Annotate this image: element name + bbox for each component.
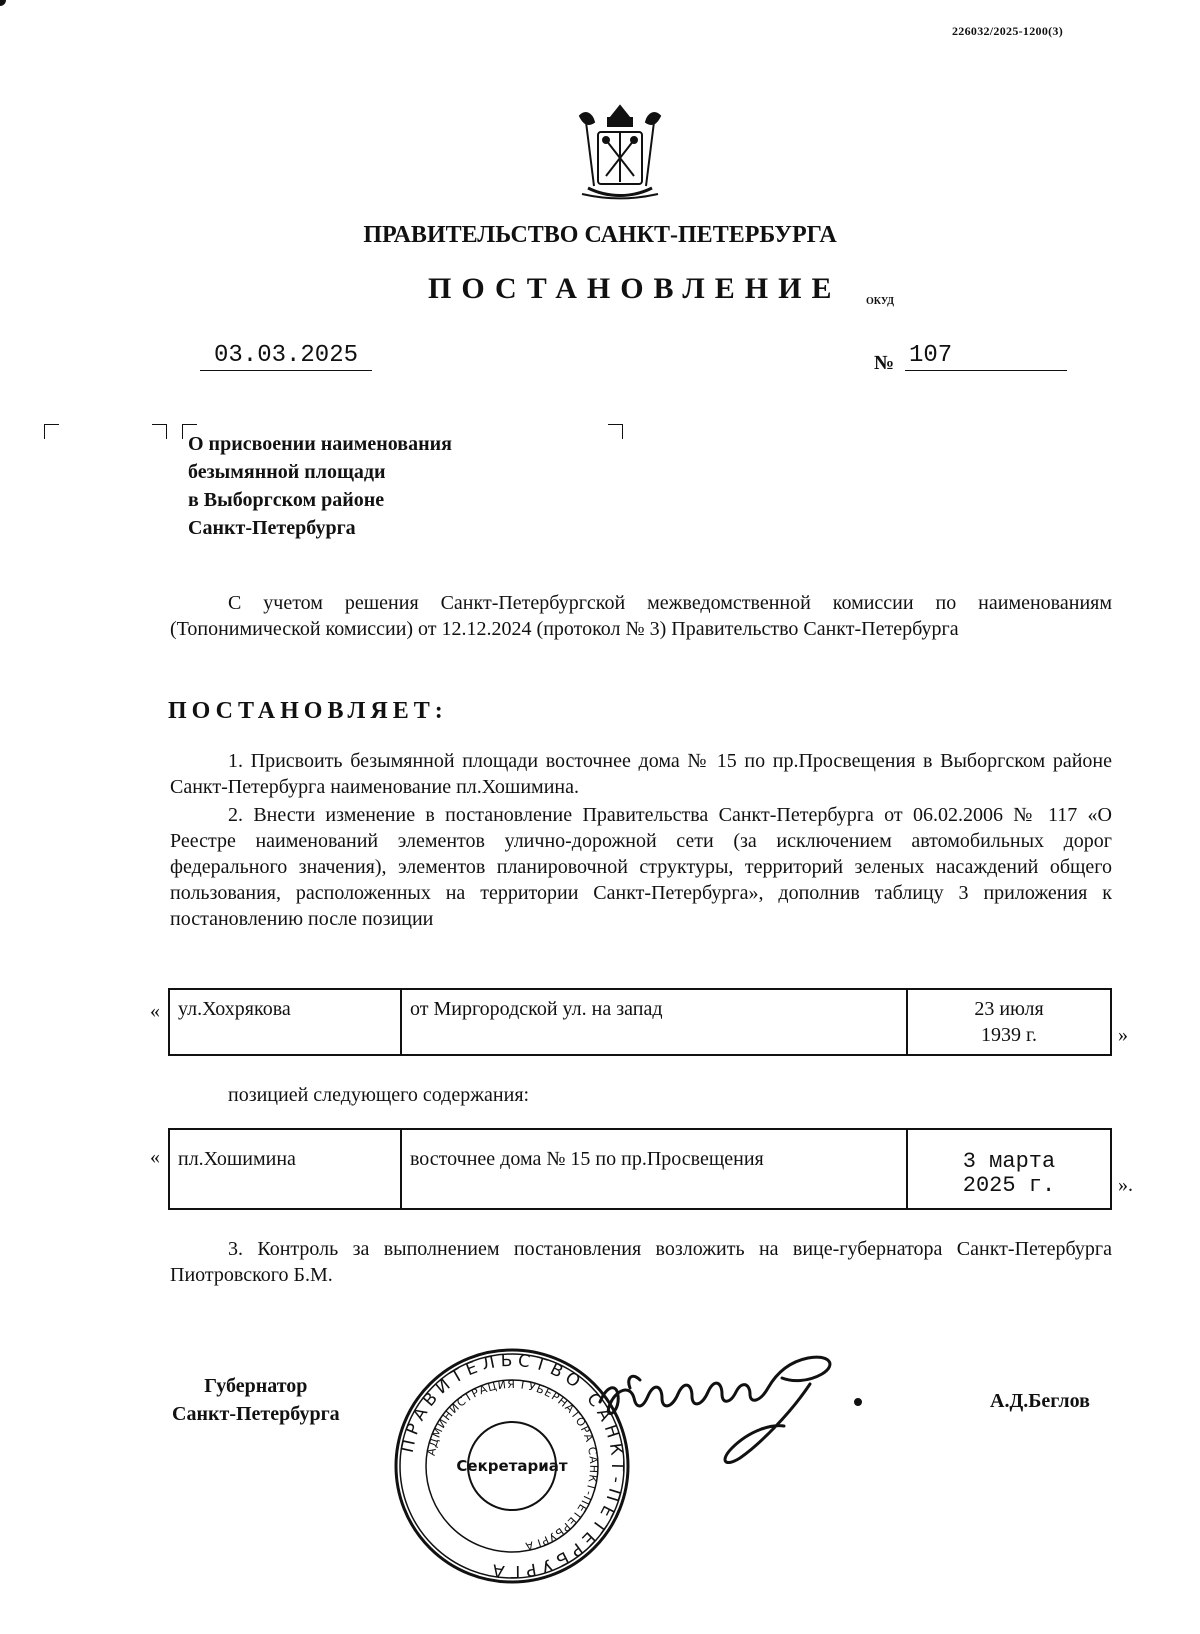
item-3: 3. Контроль за выполнением постановления возложить на вице-губернатора Санкт-Петербурга Пиотровского Б.М. <box>170 1238 1112 1286</box>
okud-label: ОКУД <box>866 296 895 307</box>
close-quote: » <box>1118 1024 1128 1046</box>
following-label: позицией следующего содержания: <box>228 1084 530 1106</box>
table-row <box>169 989 1111 1055</box>
open-quote: « <box>150 1000 160 1022</box>
margin-bracket-right <box>152 424 167 439</box>
signatory-title-line: Губернатор <box>204 1375 308 1397</box>
document-type: ПОСТАНОВЛЕНИЕ <box>428 272 842 305</box>
item-2: 2. Внести изменение в постановление Правительства Санкт-Петербурга от 06.02.2006 № 117 «О Реестре наименований элементов улично-дорожной сети (за исключением автомобильных дорог федерального значения), элементов планировочной структуры, территорий зеленых насаждений общего пользования, расположенных на территории Санкт-Петербурга», дополнив таблицу 3 приложения к постановлению после позиции <box>170 804 1112 930</box>
date-line: 1939 г. <box>981 1024 1037 1046</box>
item-1: 1. Присвоить безымянной площади восточнее дома № 15 по пр.Просвещения в Выборгском районе Санкт-Петербурга наименование пл.Хошимина. <box>170 750 1112 798</box>
coat-of-arms-icon <box>574 102 666 202</box>
date-cell <box>907 989 1111 1055</box>
subject-heading <box>188 430 452 542</box>
scan-corner-mark <box>0 0 6 6</box>
date-line: 2025 г. <box>962 1173 1056 1198</box>
document-date: 03.03.2025 <box>200 342 372 371</box>
square-name-cell: пл.Хошимина <box>169 1129 401 1209</box>
registration-number: 226032/2025-1200(3) <box>952 24 1064 38</box>
number-label: № <box>874 352 895 374</box>
date-cell <box>907 1129 1111 1209</box>
resolves-heading: ПОСТАНОВЛЯЕТ: <box>168 698 448 724</box>
government-title: ПРАВИТЕЛЬСТВО САНКТ-ПЕТЕРБУРГА <box>363 222 837 248</box>
open-quote: « <box>150 1146 160 1168</box>
date-line: 3 марта <box>962 1149 1056 1174</box>
subject-line: безымянной площади <box>188 461 386 483</box>
margin-bracket-left <box>44 424 59 439</box>
document-number: 107 <box>905 342 1067 371</box>
close-quote: ». <box>1118 1174 1133 1196</box>
table-row <box>169 1129 1111 1209</box>
signatory-title-line: Санкт-Петербурга <box>172 1403 340 1425</box>
date-line: 23 июля <box>974 998 1044 1020</box>
subject-line: Санкт-Петербурга <box>188 517 356 539</box>
preamble: С учетом решения Санкт-Петербургской межведомственной комиссии по наименованиям (Топонимической комиссии) от 12.12.2024 (протокол № 3) Правительство Санкт-Петербурга <box>170 592 1112 640</box>
handwritten-signature <box>590 1340 940 1480</box>
signatory-name: А.Д.Беглов <box>990 1390 1090 1412</box>
existing-position-table <box>168 988 1112 1056</box>
new-position-table <box>168 1128 1112 1210</box>
location-cell: восточнее дома № 15 по пр.Просвещения <box>401 1129 907 1209</box>
street-name-cell: ул.Хохрякова <box>169 989 401 1055</box>
seal-inner-text: АДМИНИСТРАЦИЯ ГУБЕРНАТОРА САНКТ-ПЕТЕРБУРГА <box>424 1377 601 1553</box>
subject-line: О присвоении наименования <box>188 433 452 455</box>
seal-center-text: Секретариат <box>456 1457 568 1475</box>
subject-bracket-right <box>608 424 623 439</box>
signatory-title <box>172 1372 340 1428</box>
subject-line: в Выборгском районе <box>188 489 385 511</box>
seal-outer-text: ПРАВИТЕЛЬСТВО САНКТ-ПЕТЕРБУРГА <box>397 1350 628 1582</box>
location-cell: от Миргородской ул. на запад <box>401 989 907 1055</box>
